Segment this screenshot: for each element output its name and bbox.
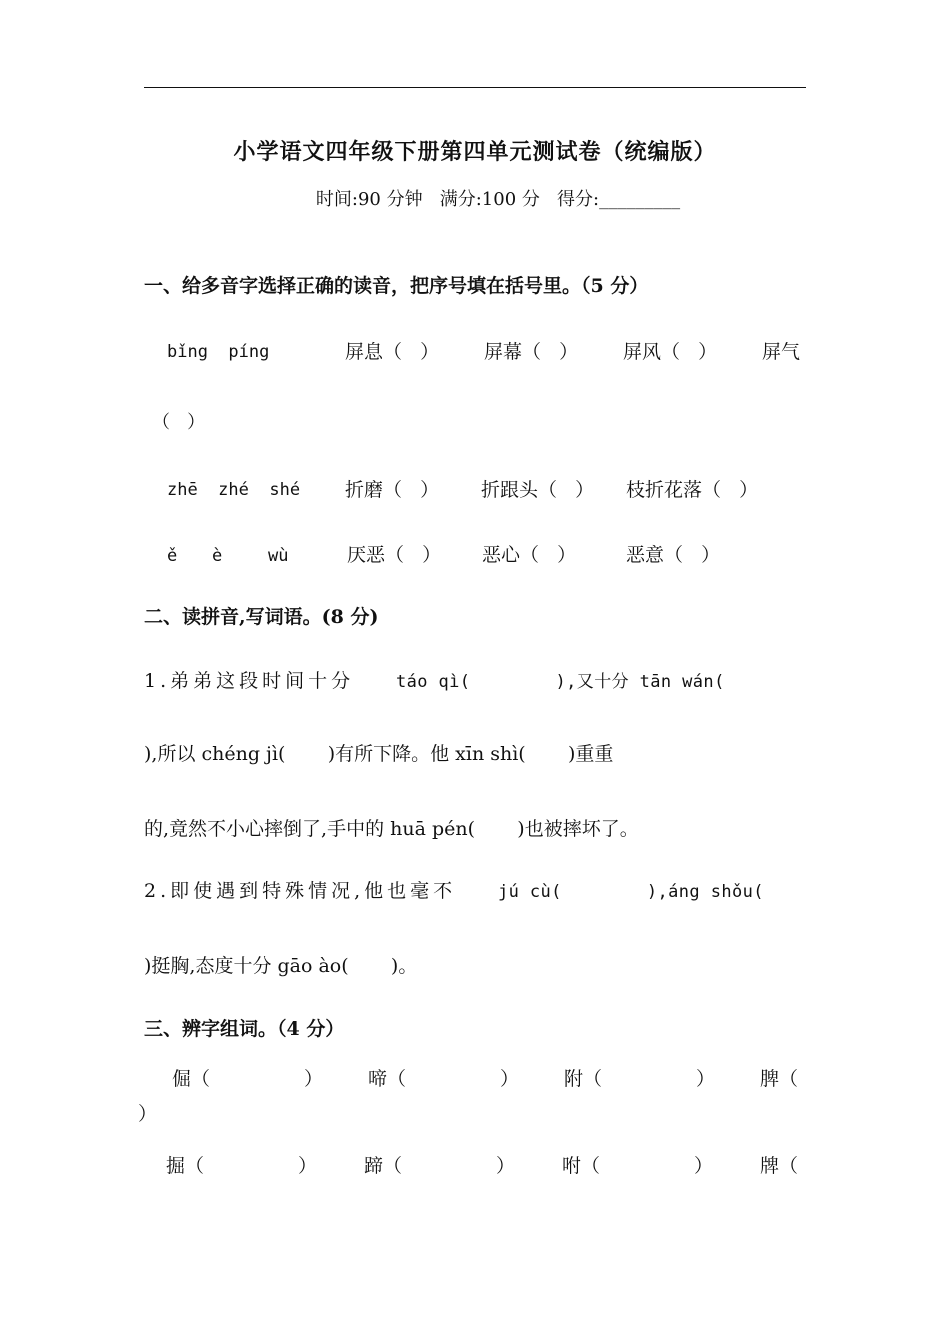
s3-r2-close: ） — [298, 1155, 318, 1177]
s1-r2-item: 折磨（ ） — [345, 479, 440, 501]
s1-r2-item: 折跟头（ ） — [481, 479, 595, 501]
header-rule — [144, 87, 806, 88]
s3-r1-item: 倔（ — [172, 1068, 211, 1090]
s1-r1-item: 屏幕（ ） — [484, 341, 579, 363]
s3-r1-close: ） — [696, 1068, 716, 1090]
s1-r3-pinyin: ě — [167, 546, 178, 566]
s2-line-2: ),所以 chéng jì( )有所下降。他 xīn shì( )重重 — [144, 743, 614, 765]
section-1-heading: 一、给多音字选择正确的读音，把序号填在括号里。（5 分） — [144, 275, 649, 297]
s3-r1-item: 啼（ — [368, 1068, 407, 1090]
exam-info: 时间:90 分钟 满分:100 分 得分:_________ — [315, 189, 681, 210]
s2-line-5: )挺胸,态度十分 gāo ào( )。 — [144, 955, 418, 977]
section-2-heading: 二、读拼音,写词语。(8 分) — [144, 606, 379, 628]
s1-r1-pinyin: bǐng píng — [167, 342, 270, 362]
s3-r2-item: 掘（ — [166, 1155, 205, 1177]
s1-r2-item: 枝折花落（ ） — [626, 479, 759, 501]
s2-line-4: 2.即使遇到特殊情况,他也毫不 — [144, 880, 457, 902]
s3-r1-close: ） — [304, 1068, 324, 1090]
s1-r1-item: 屏息（ ） — [345, 341, 440, 363]
section-3-heading: 三、辨字组词。（4 分） — [144, 1018, 345, 1040]
s3-r1-wrap: ） — [138, 1103, 158, 1125]
s3-r2-item: 咐（ — [562, 1155, 601, 1177]
s2-line-1: 1.弟弟这段时间十分 — [144, 670, 355, 692]
s1-r3-pinyin: è — [212, 546, 223, 566]
s1-r3-item: 厌恶（ ） — [347, 544, 442, 566]
s3-r2-item: 蹄（ — [364, 1155, 403, 1177]
s1-r3-item: 恶心（ ） — [482, 544, 577, 566]
s3-r2-close: ） — [496, 1155, 516, 1177]
s2-line-4-pinyin: jú cù( ),áng shǒu( — [498, 882, 764, 902]
s1-r3-item: 恶意（ ） — [626, 544, 721, 566]
s1-r2-pinyin: zhē zhé shé — [167, 480, 301, 500]
s3-r1-item: 脾（ — [760, 1068, 799, 1090]
s1-r1-item: 屏气 — [762, 341, 801, 363]
s1-r3-pinyin: wù — [268, 546, 289, 566]
s3-r1-item: 附（ — [564, 1068, 603, 1090]
s2-line-3: 的,竟然不小心摔倒了,手中的 huā pén( )也被摔坏了。 — [144, 818, 639, 840]
s1-r1-item: 屏风（ ） — [623, 341, 718, 363]
s3-r2-item: 牌（ — [760, 1155, 799, 1177]
page-title: 小学语文四年级下册第四单元测试卷（统编版） — [233, 139, 717, 165]
s3-r1-close: ） — [500, 1068, 520, 1090]
s3-r2-close: ） — [694, 1155, 714, 1177]
s1-r1-wrap: （ ） — [152, 412, 206, 433]
s2-line-1-pinyin: táo qì( ),又十分 tān wán( — [396, 672, 725, 692]
